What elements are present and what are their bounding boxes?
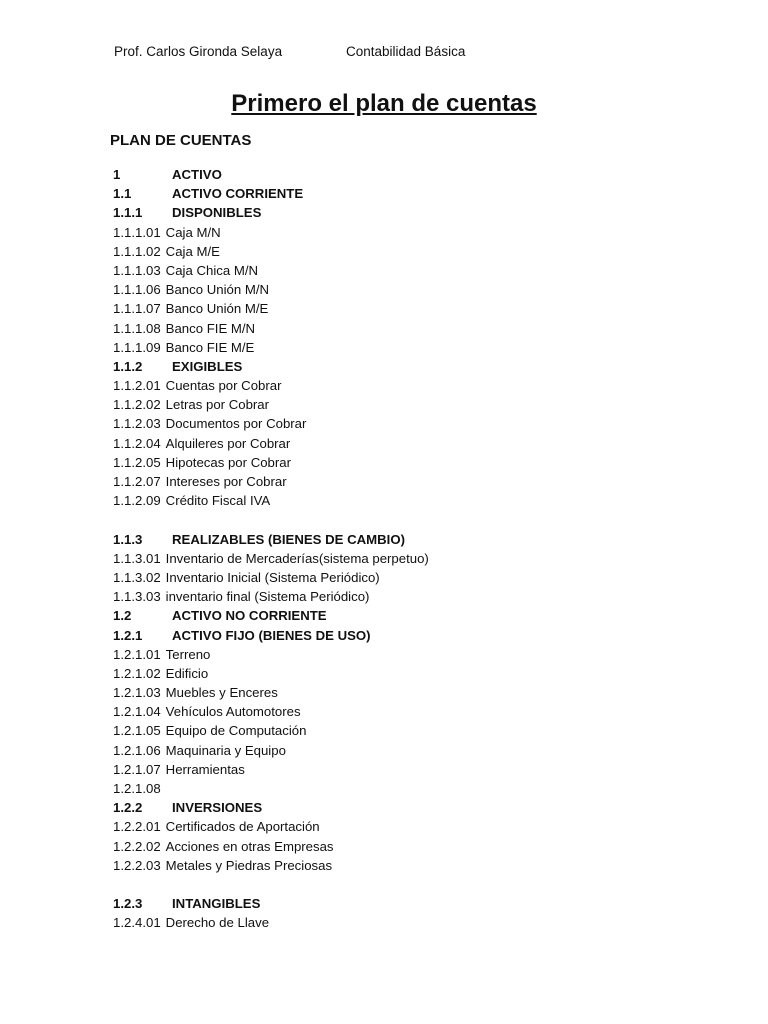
account-row [113, 472, 429, 491]
account-code: 1.2.2.02 [113, 838, 161, 854]
account-heading [113, 165, 429, 184]
account-code: 1.1.1.01 [113, 224, 161, 240]
account-code: 1.1.1.07 [113, 301, 161, 317]
account-row [113, 837, 429, 856]
account-row [113, 741, 429, 760]
account-row [113, 491, 429, 510]
account-row [113, 721, 429, 740]
account-code: 1.2 [113, 608, 132, 624]
account-heading [113, 184, 429, 203]
account-name: Letras por Cobrar [165, 397, 270, 413]
account-code: 1.1.2.09 [113, 493, 161, 509]
header-author: Prof. Carlos Gironda Selaya [114, 44, 283, 59]
account-code: 1.2.1.01 [113, 646, 161, 662]
account-name: Intereses por Cobrar [165, 474, 287, 489]
account-name: Caja M/E [165, 243, 220, 259]
account-heading [113, 203, 429, 222]
account-code: 1.1.2.04 [113, 435, 161, 451]
account-name: EXIGIBLES [172, 358, 243, 374]
account-code: 1.1.1.06 [113, 282, 161, 298]
account-code: 1.1.3 [113, 531, 143, 547]
account-code: 1.1.3.03 [113, 589, 161, 605]
account-name: Caja M/N [165, 224, 221, 240]
header-course: Contabilidad Básica [346, 44, 466, 59]
account-name: ACTIVO FIJO (BIENES DE USO) [172, 627, 371, 643]
account-code: 1.2.2 [113, 800, 143, 816]
account-row [113, 319, 429, 338]
account-row [113, 702, 429, 721]
blank-line [113, 875, 429, 894]
account-row [113, 856, 429, 875]
account-name: Banco FIE M/E [165, 339, 255, 355]
account-row [113, 817, 429, 836]
account-name: Maquinaria y Equipo [165, 742, 286, 758]
account-code: 1.1.2.07 [113, 474, 161, 489]
account-name: Equipo de Computación [165, 723, 307, 739]
account-code: 1.1.1.02 [113, 243, 161, 259]
account-row [113, 242, 429, 261]
account-row [113, 299, 429, 318]
account-name: Acciones en otras Empresas [165, 838, 334, 854]
account-code: 1.2.1.06 [113, 742, 161, 758]
account-code: 1.2.1.04 [113, 704, 161, 720]
account-name: Banco Unión M/N [165, 282, 270, 298]
blank-line [113, 510, 429, 529]
account-code: 1.2.2.01 [113, 819, 161, 835]
account-code: 1.1.2 [113, 358, 143, 374]
account-name: ACTIVO NO CORRIENTE [172, 608, 327, 624]
account-name: inventario final (Sistema Periódico) [165, 589, 370, 605]
account-code: 1.2.1.03 [113, 685, 161, 701]
account-name: Certificados de Aportación [165, 819, 320, 835]
account-row [113, 645, 429, 664]
account-row [113, 376, 429, 395]
account-row [113, 760, 429, 779]
account-code: 1.1.1.03 [113, 262, 161, 278]
account-row [113, 414, 429, 433]
account-row [113, 280, 429, 299]
account-row [113, 587, 429, 606]
account-code: 1.1.1 [113, 205, 143, 221]
account-row [113, 434, 429, 453]
account-code: 1.1.3.02 [113, 569, 161, 585]
account-row [113, 664, 429, 683]
account-code: 1.2.2.03 [113, 857, 161, 873]
account-name: Alquileres por Cobrar [165, 435, 291, 451]
account-code: 1.1.2.01 [113, 378, 161, 394]
account-row [113, 338, 429, 357]
account-row [113, 453, 429, 472]
account-row [113, 261, 429, 280]
account-name: REALIZABLES (BIENES DE CAMBIO) [172, 531, 405, 547]
account-code: 1.1.1.08 [113, 320, 161, 336]
account-row [113, 913, 429, 932]
account-code: 1.2.1.02 [113, 665, 161, 681]
account-code: 1.2.4.01 [113, 915, 161, 931]
account-row [113, 779, 429, 798]
account-code: 1.1.2.03 [113, 416, 161, 432]
account-name: ACTIVO [172, 167, 222, 182]
account-name: INVERSIONES [172, 800, 263, 816]
account-name: Inventario Inicial (Sistema Periódico) [165, 569, 380, 585]
account-heading [113, 894, 429, 913]
account-name: Metales y Piedras Preciosas [165, 857, 333, 873]
account-name: Documentos por Cobrar [165, 416, 307, 432]
account-heading [113, 626, 429, 645]
account-code: 1.2.1 [113, 627, 143, 643]
account-name: Banco Unión M/E [165, 301, 269, 317]
account-heading [113, 357, 429, 376]
account-heading [113, 798, 429, 817]
account-code: 1.2.3 [113, 896, 143, 912]
account-heading [113, 606, 429, 625]
account-name: Hipotecas por Cobrar [165, 454, 292, 470]
account-name: Caja Chica M/N [165, 262, 259, 278]
account-name: Herramientas [165, 761, 245, 777]
account-name: ACTIVO CORRIENTE [172, 186, 304, 202]
account-name: Banco FIE M/N [165, 320, 256, 336]
page-title: Primero el plan de cuentas [231, 90, 537, 117]
account-name: Terreno [165, 646, 211, 662]
account-code: 1 [113, 167, 121, 182]
account-heading [113, 530, 429, 549]
account-name: Derecho de Llave [165, 915, 270, 931]
account-code: 1.1 [113, 186, 132, 202]
account-code: 1.1.2.02 [113, 397, 161, 413]
account-code: 1.1.2.05 [113, 454, 161, 470]
account-code: 1.2.1.08 [113, 781, 161, 796]
account-name: Crédito Fiscal IVA [165, 493, 271, 509]
account-name: Vehículos Automotores [165, 704, 301, 720]
account-row [113, 568, 429, 587]
section-title: PLAN DE CUENTAS [110, 132, 252, 149]
account-name: INTANGIBLES [172, 896, 261, 912]
account-name: Cuentas por Cobrar [165, 378, 282, 394]
account-code: 1.2.1.07 [113, 761, 161, 777]
account-code: 1.2.1.05 [113, 723, 161, 739]
account-name: Inventario de Mercaderías(sistema perpetuo) [165, 550, 429, 566]
account-name: DISPONIBLES [172, 205, 262, 221]
account-row [113, 223, 429, 242]
account-row [113, 549, 429, 568]
account-name: Edificio [165, 665, 209, 681]
account-name: Muebles y Enceres [165, 685, 278, 701]
account-list [113, 165, 429, 933]
account-row [113, 683, 429, 702]
account-row [113, 395, 429, 414]
account-code: 1.1.3.01 [113, 550, 161, 566]
account-code: 1.1.1.09 [113, 339, 161, 355]
